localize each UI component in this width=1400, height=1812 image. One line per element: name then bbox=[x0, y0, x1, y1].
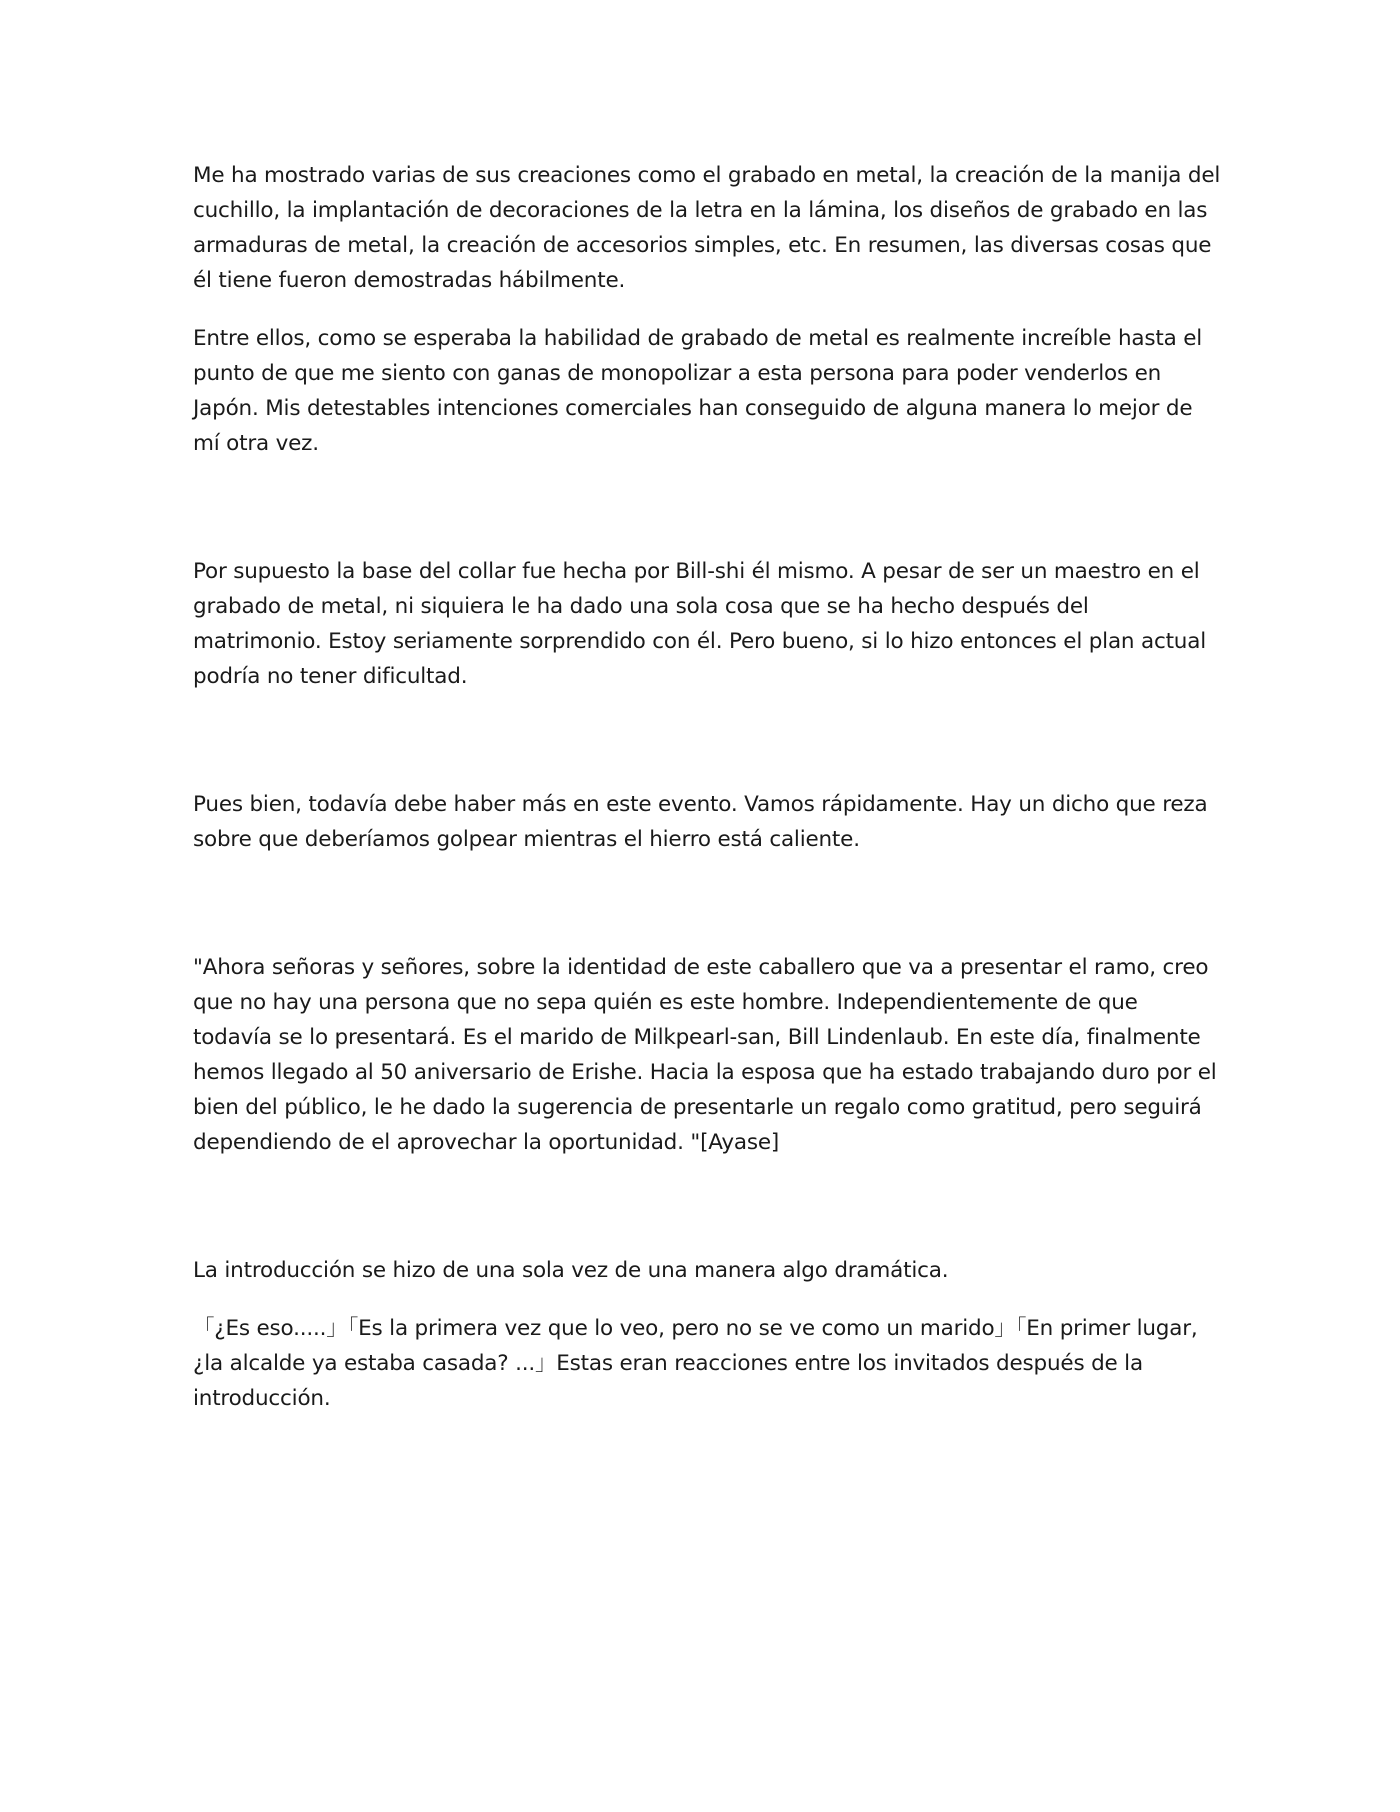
paragraph-spacer bbox=[193, 461, 1223, 554]
paragraph-3: Por supuesto la base del collar fue hecha por Bill-shi él mismo. A pesar de ser un maestro en el grabado de metal, ni siquiera le ha dado una sola cosa que se ha hecho después del matrimonio. Estoy seriamente sorprendido con él. Pero bueno, si lo hizo entonces el plan actual podría no tener dificultad. bbox=[193, 559, 1206, 689]
paragraph-spacer bbox=[193, 1160, 1223, 1253]
paragraph-spacer bbox=[193, 1288, 1223, 1311]
paragraph-spacer bbox=[193, 694, 1223, 787]
paragraph-5: "Ahora señoras y señores, sobre la identidad de este caballero que va a presentar el ramo, creo que no hay una persona que no sepa quién es este hombre. Independientemente de que todavía se lo presentará. Es el marido de Milkpearl-san, Bill Lindenlaub. En este día, finalmente hemos llegado al 50 aniversario de Erishe. Hacia la esposa que ha estado trabajando duro por el bien del público, le he dado la sugerencia de presentarle un regalo como gratitud, pero seguirá dependiendo de el aprovechar la oportunidad. "[Ayase] bbox=[193, 955, 1217, 1155]
paragraph-1: Me ha mostrado varias de sus creaciones como el grabado en metal, la creación de la manija del cuchillo, la implantación de decoraciones de la letra en la lámina, los diseños de grabado en las armaduras de metal, la creación de accesorios simples, etc. En resumen, las diversas cosas que él tiene fueron demostradas hábilmente. bbox=[193, 163, 1221, 293]
paragraph-spacer bbox=[193, 857, 1223, 950]
document-body bbox=[193, 158, 1223, 1416]
paragraph-spacer bbox=[193, 298, 1223, 321]
paragraph-2: Entre ellos, como se esperaba la habilidad de grabado de metal es realmente increíble hasta el punto de que me siento con ganas de monopolizar a esta persona para poder venderlos en Japón. Mis detestables intenciones comerciales han conseguido de alguna manera lo mejor de mí otra vez. bbox=[193, 326, 1203, 456]
paragraph-6: La introducción se hizo de una sola vez de una manera algo dramática. bbox=[193, 1258, 949, 1283]
paragraph-7: 「¿Es eso.....」「Es la primera vez que lo veo, pero no se ve como un marido」「En primer lugar, ¿la alcalde ya estaba casada? ...」Estas eran reacciones entre los invitados después de la introducción. bbox=[193, 1316, 1198, 1411]
paragraph-4: Pues bien, todavía debe haber más en este evento. Vamos rápidamente. Hay un dicho que reza sobre que deberíamos golpear mientras el hierro está caliente. bbox=[193, 792, 1208, 852]
